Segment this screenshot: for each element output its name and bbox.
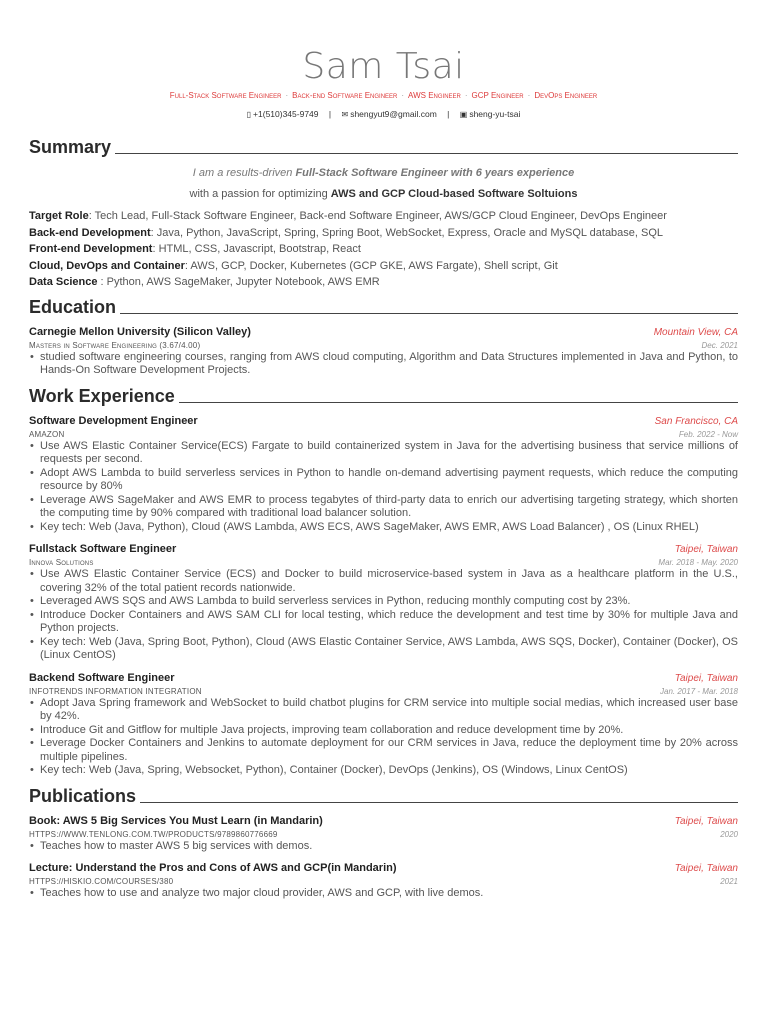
entry-bullets <box>29 697 738 778</box>
skill-value: Java, Python, JavaScript, Spring, Spring Boot, WebSocket, Express, Oracle and MySQL database, SQL <box>156 226 664 239</box>
section-title: Publications <box>29 785 137 806</box>
publication-url[interactable]: HTTPS://WWW.TENLONG.COM.TW/PRODUCTS/9789860776669 <box>29 829 278 839</box>
entry-title: Lecture: Understand the Pros and Cons of AWS and GCP(in Mandarin) <box>29 862 397 874</box>
skill-row <box>29 208 738 225</box>
skills-list <box>29 208 738 291</box>
section-rule <box>179 402 738 403</box>
skill-value: AWS, GCP, Docker, Kubernetes (GCP GKE, AWS Fargate), Shell script, Git <box>190 259 558 272</box>
envelope-icon: ✉ <box>341 110 349 119</box>
bullet-item: • Teaches how to use and analyze two major cloud provider, AWS and GCP, with live demos. <box>40 887 738 901</box>
section-rule <box>115 153 738 154</box>
section-title: Work Experience <box>29 385 175 406</box>
entry-bullets <box>29 351 738 378</box>
divider: | <box>328 109 332 119</box>
position-label: AWS Engineer <box>408 91 461 100</box>
section-rule <box>120 313 738 314</box>
work-heading <box>29 384 738 406</box>
skill-row <box>29 258 738 275</box>
position-label: Full-Stack Software Engineer <box>169 91 282 100</box>
email-link[interactable]: shengyut9@gmail.com <box>350 109 437 119</box>
bullet-item: • Leveraged AWS SQS and AWS Lambda to build serverless services in Python, reducing monthly computing cost by 23%. <box>40 595 738 609</box>
linkedin-link[interactable]: sheng-yu-tsai <box>469 109 521 119</box>
entry-title: Software Development Engineer <box>29 414 198 427</box>
skill-key: Data Science <box>29 276 98 288</box>
skill-sep: : <box>184 259 191 272</box>
bullet-item: • Introduce Git and Gitflow for multiple Java projects, improving team collaboration and reduce development time by 20%. <box>40 724 738 738</box>
phone-link[interactable]: +1(510)345-9749 <box>253 109 319 119</box>
bullet-item: • Adopt AWS Lambda to build serverless services in Python to handle on-demand advertising payment requests, which reduce the computing resource by 80% <box>40 467 738 494</box>
skill-key: Front-end Development <box>29 243 153 255</box>
entry-title: Carnegie Mellon University (Silicon Valley) <box>29 325 251 338</box>
entry-date: Feb. 2022 - Now <box>678 429 738 439</box>
candidate-name: Sam Tsai <box>302 46 465 87</box>
section-rule <box>140 802 738 803</box>
skill-value: Tech Lead, Full-Stack Software Engineer, Back-end Software Engineer, AWS/GCP Cloud Engineer, DevOps Engineer <box>94 210 667 222</box>
entry-title: Book: AWS 5 Big Services You Must Learn (in Mandarin) <box>29 814 323 827</box>
bullet-item: • Key tech: Web (Java, Spring Boot, Python), Cloud (AWS Elastic Container Service, AWS Lambda, AWS SQS, Docker), Container (Docker), OS (Linux CentOS) <box>40 636 738 663</box>
skill-row <box>29 225 738 242</box>
position-label: Back-end Software Engineer <box>292 91 398 100</box>
skill-row <box>29 241 738 258</box>
entry-title: Backend Software Engineer <box>29 671 175 684</box>
entry-date: Dec. 2021 <box>701 340 738 350</box>
position-label: DevOps Engineer <box>534 91 598 100</box>
entry-location: Taipei, Taiwan <box>674 863 738 874</box>
entry-bullets <box>29 568 738 663</box>
entry-organization: INFOTRENDS INFORMATION INTEGRATION <box>29 686 202 696</box>
publications-heading <box>29 784 738 806</box>
entry-date: 2020 <box>720 829 738 839</box>
contact-info <box>29 108 738 121</box>
target-positions <box>29 90 738 102</box>
entry-location: Taipei, Taiwan <box>674 672 738 684</box>
publication-url[interactable]: HTTPS://HISKIO.COM/COURSES/380 <box>29 877 174 886</box>
bullet-item: • Use AWS Elastic Container Service (ECS) and Docker to build microservice-based system in Java as a healthcare platform in the U.S., covering 32% of the total patient records nationwide. <box>40 568 738 595</box>
summary-highlight: AWS and GCP Cloud-based Software Soltuions <box>330 188 578 200</box>
summary-line-1 <box>29 163 738 184</box>
entry-date: 2021 <box>720 877 738 886</box>
work-entry <box>29 671 738 778</box>
bullet-item: • Introduce Docker Containers and AWS SAM CLI for local testing, which reduce the development and test time by 30% for multiple Java and Python projects. <box>40 609 738 636</box>
work-entry <box>29 414 738 535</box>
entry-location: Mountain View, CA <box>653 326 738 338</box>
entry-title: Fullstack Software Engineer <box>29 543 177 555</box>
skill-sep: : <box>97 276 107 288</box>
bullet-item: • Key tech: Web (Java, Spring, Websocket, Python), Container (Docker), DevOps (Jenkins), OS (Windows, Linux CentOS) <box>40 764 738 778</box>
section-title: Summary <box>29 137 112 157</box>
summary-intro <box>29 163 738 205</box>
linkedin-icon: ▣ <box>459 110 468 119</box>
entry-organization: Masters in Software Engineering (3.67/4.00) <box>29 340 201 350</box>
summary-highlight: Full-Stack Software Engineer with 6 years experience <box>295 167 575 179</box>
summary-text: I am a results-driven <box>192 167 296 179</box>
bullet-item: • studied software engineering courses, ranging from AWS cloud computing, Algorithm and Data Structures implemented in Java and Python, to Hands-On Software Development Projects. <box>40 351 738 378</box>
summary-text: with a passion for optimizing <box>189 188 331 200</box>
section-title: Education <box>29 296 117 317</box>
divider: | <box>447 109 450 119</box>
entry-organization: AMAZON <box>29 429 65 439</box>
publication-entry <box>29 814 738 854</box>
entry-location: Taipei, Taiwan <box>674 815 738 827</box>
separator-dot: · <box>285 91 289 100</box>
entry-date: Jan. 2017 - Mar. 2018 <box>660 686 738 696</box>
bullet-item: • Leverage AWS SageMaker and AWS EMR to process tegabytes of third-party data to enrich our advertising targeting strategy, which shorten the computing time by 90% compared with traditional load balancer solution. <box>40 494 738 521</box>
bullet-item: • Leverage Docker Containers and Jenkins to automate deployment for our CRM services in Java, reduce the deployment time by 20% across multiple pipelines. <box>40 737 738 764</box>
work-entry <box>29 542 738 663</box>
entry-organization: Innova Solutions <box>29 558 94 567</box>
bullet-item: • Adopt Java Spring framework and WebSocket to build chatbot plugins for CRM service into multiple social medias, which increased user base by 42%. <box>40 697 738 724</box>
bullet-item: • Use AWS Elastic Container Service(ECS) Fargate to build containerized system in Java for the advertising business that service millions of requests per second. <box>40 440 738 467</box>
entry-location: San Francisco, CA <box>654 415 738 427</box>
position-label: GCP Engineer <box>471 91 524 100</box>
phone-icon: ▯ <box>246 110 252 119</box>
skill-sep: : <box>88 210 95 222</box>
entry-date: Mar. 2018 - May. 2020 <box>658 558 738 567</box>
skill-key: Target Role <box>29 210 89 222</box>
separator-dot: · <box>527 91 531 100</box>
skill-key: Cloud, DevOps and Container <box>29 259 185 272</box>
entry-bullets <box>29 840 738 854</box>
education-heading <box>29 295 738 317</box>
summary-line-2 <box>29 184 738 205</box>
education-entry <box>29 325 738 378</box>
entry-bullets <box>29 887 738 901</box>
skill-key: Back-end Development <box>29 226 151 239</box>
bullet-item: • Teaches how to master AWS 5 big services with demos. <box>40 840 738 854</box>
separator-dot: · <box>464 91 468 100</box>
skill-sep: : <box>152 243 159 255</box>
resume-page <box>29 0 738 901</box>
publication-entry <box>29 861 738 901</box>
entry-bullets <box>29 440 738 535</box>
bullet-item: • Key tech: Web (Java, Python), Cloud (AWS Lambda, AWS ECS, AWS SageMaker, AWS EMR, AWS Load Balancer) , OS (Linux RHEL) <box>40 521 738 535</box>
summary-heading <box>29 135 738 157</box>
entry-location: Taipei, Taiwan <box>674 544 738 555</box>
skill-value: HTML, CSS, Javascript, Bootstrap, React <box>158 243 361 255</box>
skill-sep: : <box>150 226 157 239</box>
skill-value: Python, AWS SageMaker, Jupyter Notebook, AWS EMR <box>106 276 380 288</box>
skill-row <box>29 274 738 291</box>
separator-dot: · <box>401 91 405 100</box>
